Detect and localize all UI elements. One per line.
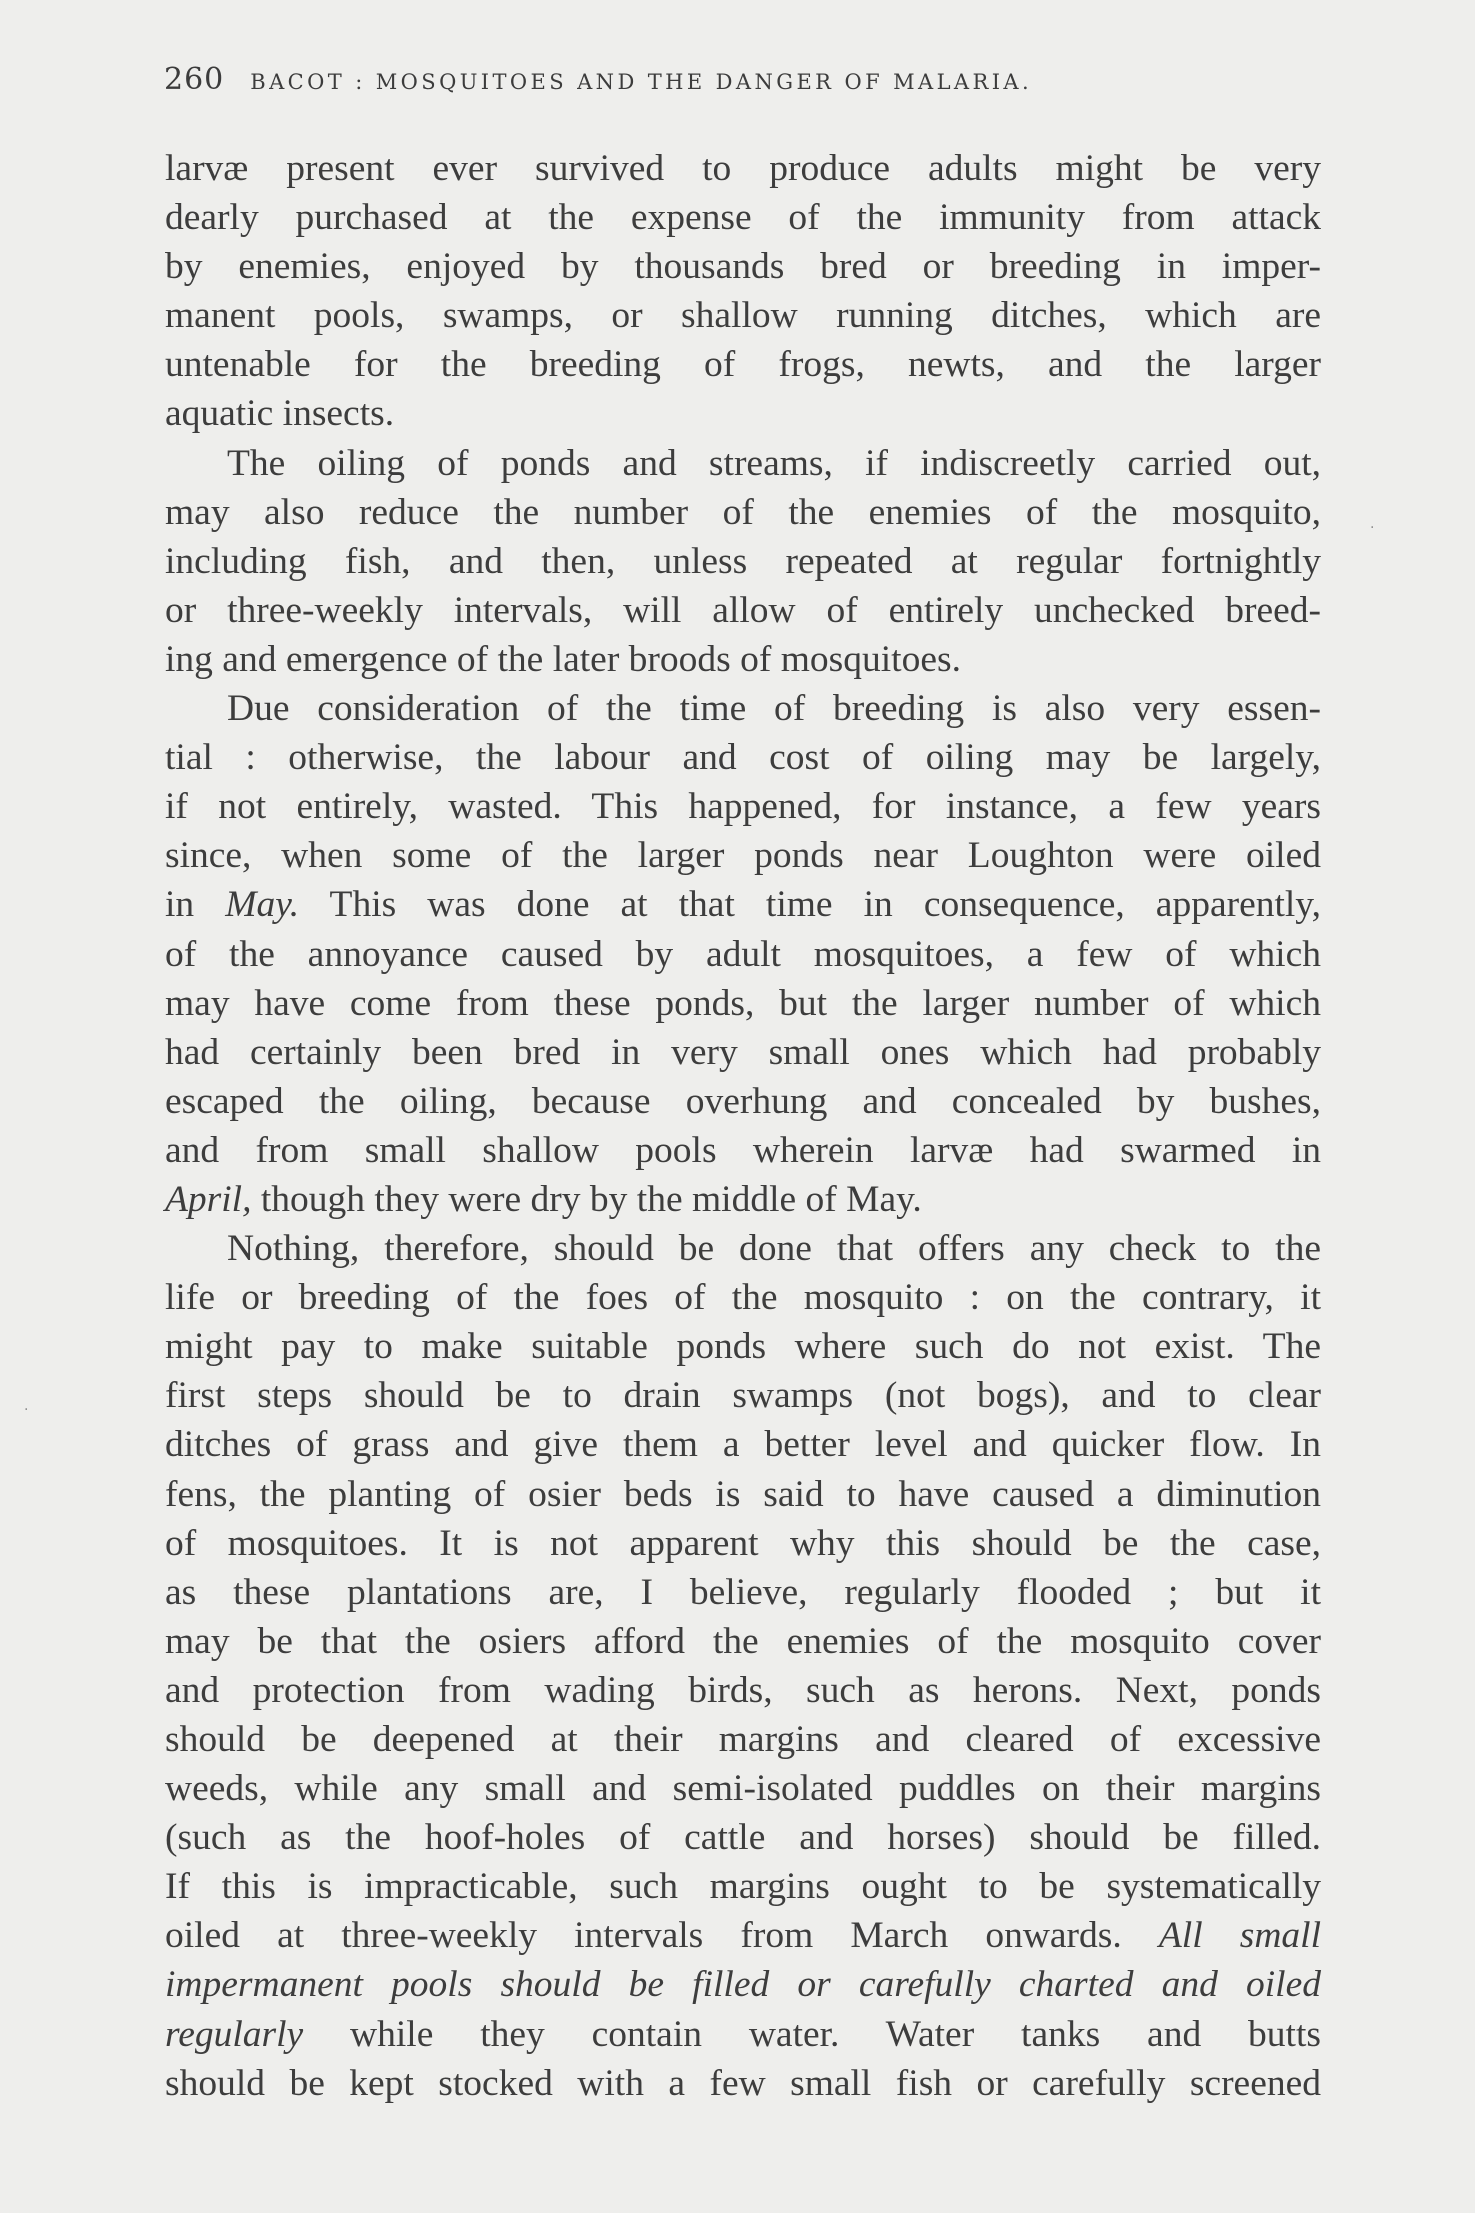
text-line: weeds, while any small and semi-isolated puddles on their margins (165, 1768, 1321, 1810)
paper-speck: · (24, 1402, 29, 1418)
text-line: may have come from these ponds, but the larger number of which (165, 982, 1321, 1024)
text-line: dearly purchased at the expense of the immunity from attack (165, 197, 1321, 239)
text-line: might pay to make suitable ponds where such do not exist. The (165, 1326, 1321, 1368)
text-line: escaped the oiling, because overhung and concealed by bushes, (165, 1080, 1321, 1122)
text-line: by enemies, enjoyed by thousands bred or breeding in imper- (165, 246, 1321, 288)
text-line: including fish, and then, unless repeated at regular fortnightly (165, 540, 1321, 582)
text-line: If this is impracticable, such margins ought to be systematically (165, 1866, 1321, 1908)
italic-text: regularly (165, 2013, 304, 2055)
text-line: of the annoyance caused by adult mosquitoes, a few of which (165, 933, 1321, 975)
text-line: ing and emergence of the later broods of mosquitoes. (165, 638, 961, 680)
text-line: untenable for the breeding of frogs, newts, and the larger (165, 344, 1321, 386)
text-line (165, 1960, 1321, 2009)
italic-text: All small (1158, 1915, 1321, 1957)
text-run: oiled at three-weekly intervals from March onwards. (165, 1915, 1159, 1957)
text-run: while they contain water. Water tanks and butts (303, 2013, 1321, 2055)
text-line: life or breeding of the foes of the mosquito : on the contrary, it (165, 1277, 1321, 1319)
text-run: though they were dry by the middle of May. (251, 1178, 922, 1220)
text-line (165, 2010, 1321, 2059)
text-line: and protection from wading birds, such as herons. Next, ponds (165, 1669, 1321, 1711)
text-run: This was done at that time in consequence, apparently, (299, 884, 1321, 926)
italic-text: April, (165, 1178, 252, 1220)
text-line: may also reduce the number of the enemies of the mosquito, (165, 491, 1321, 533)
text-line: and from small shallow pools wherein larvæ had swarmed in (165, 1129, 1321, 1171)
text-line: first steps should be to drain swamps (not bogs), and to clear (165, 1375, 1321, 1417)
text-line: since, when some of the larger ponds near Loughton were oiled (165, 835, 1321, 877)
italic-text: May. (225, 884, 300, 926)
text-line: tial : otherwise, the labour and cost of oiling may be largely, (165, 737, 1321, 779)
body-text (165, 144, 1321, 2108)
text-line: should be deepened at their margins and cleared of excessive (165, 1719, 1321, 1760)
running-head (164, 62, 1324, 102)
text-line: The oiling of ponds and streams, if indiscreetly carried out, (227, 442, 1321, 484)
text-line: as these plantations are, I believe, regularly flooded ; but it (165, 1571, 1321, 1613)
text-line (165, 1911, 1321, 1960)
text-line: or three-weekly intervals, will allow of entirely unchecked breed- (165, 589, 1321, 631)
page-number: 260 (164, 62, 225, 97)
text-line: aquatic insects. (165, 393, 395, 435)
text-line: had certainly been bred in very small ones which had probably (165, 1031, 1321, 1073)
paper-speck: · (1370, 520, 1375, 536)
text-line: should be kept stocked with a few small fish or carefully screened (165, 2062, 1321, 2104)
text-run: in (165, 884, 226, 926)
text-line: Due consideration of the time of breeding is also very essen- (227, 688, 1321, 730)
text-line: (such as the hoof-holes of cattle and horses) should be filled. (165, 1817, 1321, 1859)
text-line (165, 1175, 1321, 1224)
text-line: Nothing, therefore, should be done that offers any check to the (227, 1228, 1321, 1270)
text-line: if not entirely, wasted. This happened, for instance, a few years (165, 786, 1321, 828)
text-line: of mosquitoes. It is not apparent why this should be the case, (165, 1522, 1321, 1564)
text-line: may be that the osiers afford the enemies of the mosquito cover (165, 1620, 1321, 1662)
text-line: fens, the planting of osier beds is said to have caused a diminution (165, 1473, 1321, 1515)
italic-text: impermanent pools should be filled or carefully charted and oiled (165, 1964, 1321, 2006)
text-line (165, 880, 1321, 929)
text-line: manent pools, swamps, or shallow running ditches, which are (165, 295, 1321, 337)
text-line: ditches of grass and give them a better level and quicker flow. In (165, 1424, 1321, 1466)
running-title: BACOT : MOSQUITOES AND THE DANGER OF MALARIA. (250, 70, 1033, 94)
text-line: larvæ present ever survived to produce adults might be very (165, 148, 1321, 189)
